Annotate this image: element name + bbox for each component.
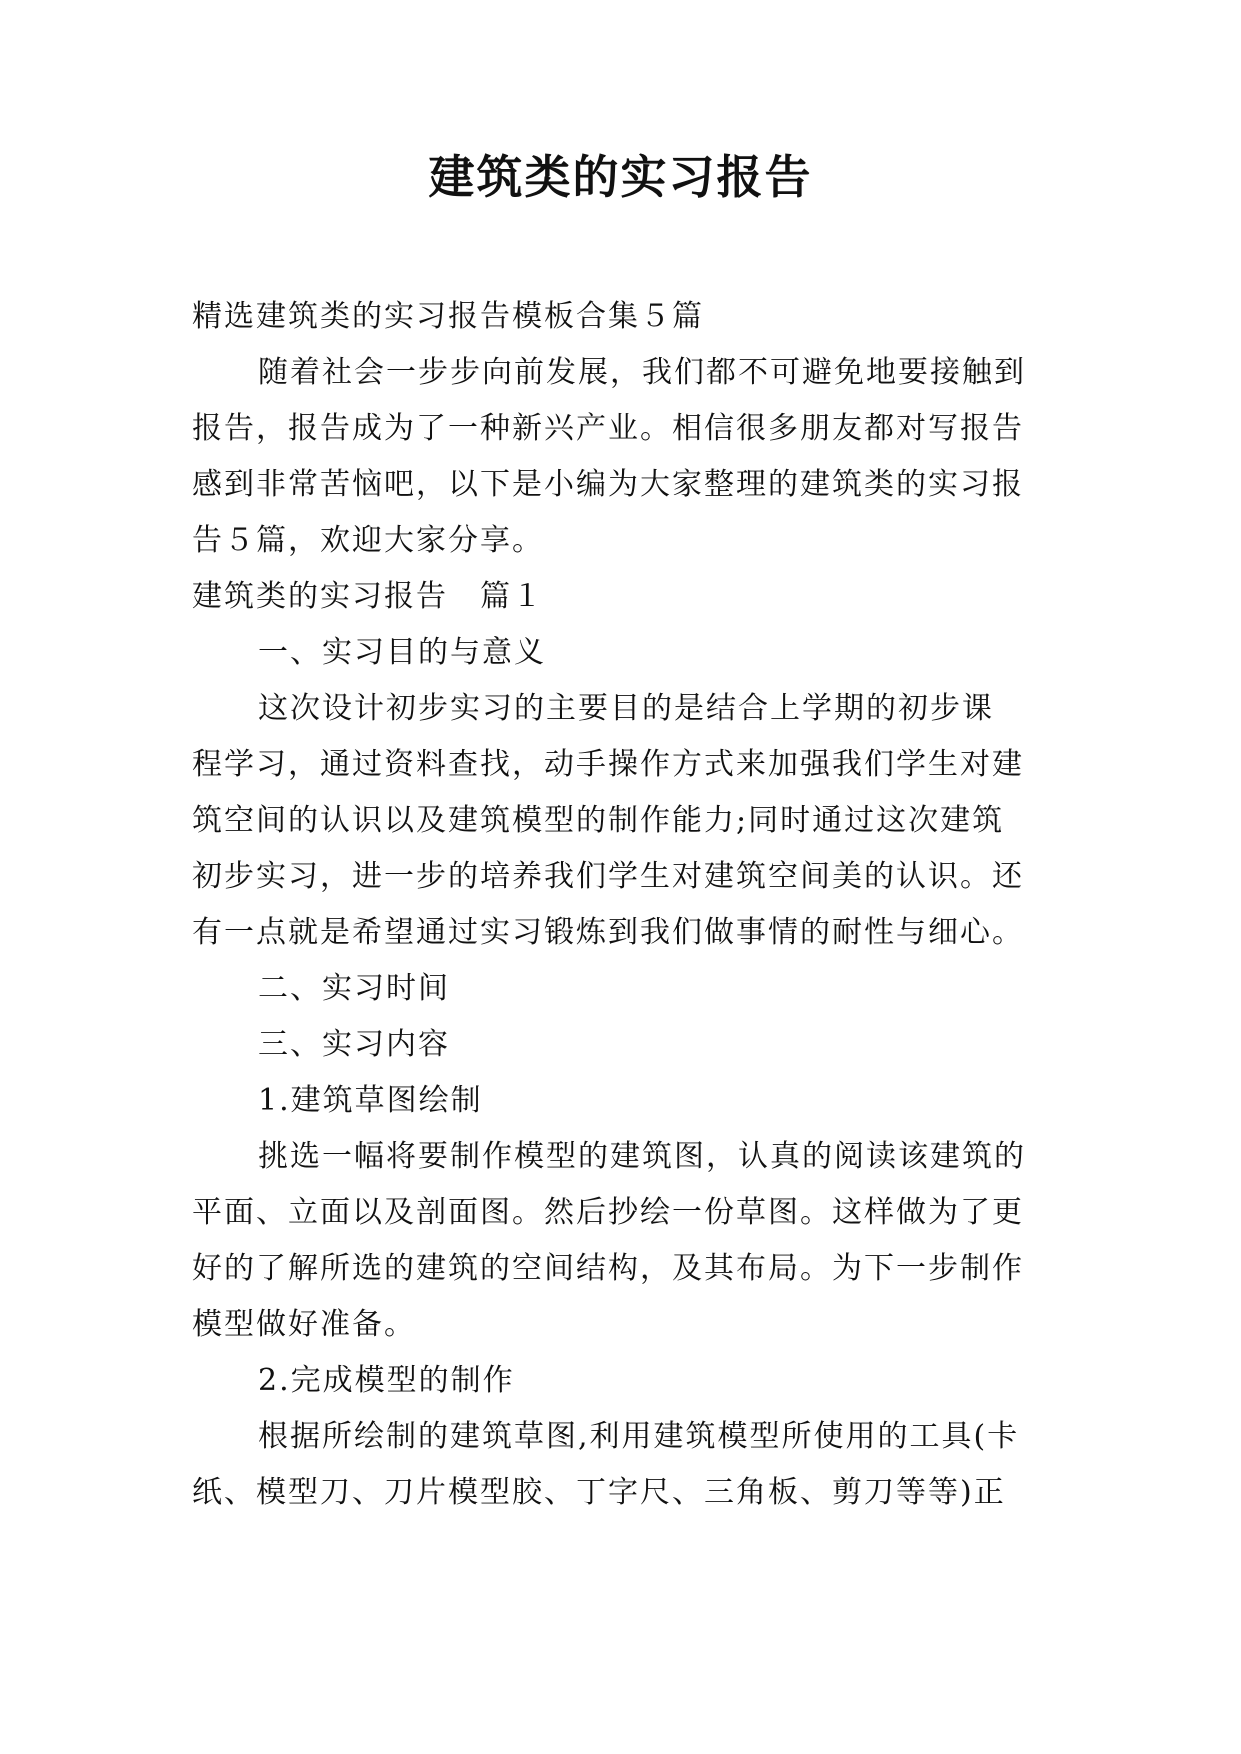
subsection-heading: 2.完成模型的制作	[258, 1363, 515, 1398]
intro-paragraph-line: 告５篇，欢迎大家分享。	[192, 523, 544, 558]
section-heading: 一、实习目的与意义	[258, 635, 546, 670]
paragraph-line: 模型做好准备。	[192, 1307, 416, 1342]
intro-paragraph-line: 报告，报告成为了一种新兴产业。相信很多朋友都对写报告	[192, 411, 1024, 446]
article-heading: 建筑类的实习报告 篇１	[192, 579, 544, 614]
intro-paragraph-line: 随着社会一步步向前发展，我们都不可避免地要接触到	[258, 355, 1026, 390]
paragraph-line: 这次设计初步实习的主要目的是结合上学期的初步课	[258, 691, 994, 726]
paragraph-line: 筑空间的认识以及建筑模型的制作能力;同时通过这次建筑	[192, 803, 1005, 838]
paragraph-line: 好的了解所选的建筑的空间结构，及其布局。为下一步制作	[192, 1251, 1024, 1286]
subtitle-line: 精选建筑类的实习报告模板合集５篇	[192, 299, 704, 334]
subsection-heading: 1.建筑草图绘制	[258, 1083, 483, 1118]
paragraph-line: 纸、模型刀、刀片模型胶、丁字尺、三角板、剪刀等等)正	[192, 1475, 1006, 1510]
section-heading: 三、实习内容	[258, 1027, 450, 1062]
paragraph-line: 有一点就是希望通过实习锻炼到我们做事情的耐性与细心。	[192, 915, 1024, 950]
paragraph-line: 初步实习，进一步的培养我们学生对建筑空间美的认识。还	[192, 859, 1024, 894]
section-heading: 二、实习时间	[258, 971, 450, 1006]
intro-paragraph-line: 感到非常苦恼吧，以下是小编为大家整理的建筑类的实习报	[192, 467, 1024, 502]
document-title: 建筑类的实习报告	[428, 150, 813, 204]
paragraph-line: 根据所绘制的建筑草图,利用建筑模型所使用的工具(卡	[258, 1419, 1020, 1454]
paragraph-line: 平面、立面以及剖面图。然后抄绘一份草图。这样做为了更	[192, 1195, 1024, 1230]
paragraph-line: 挑选一幅将要制作模型的建筑图，认真的阅读该建筑的	[258, 1139, 1026, 1174]
paragraph-line: 程学习，通过资料查找，动手操作方式来加强我们学生对建	[192, 747, 1024, 782]
